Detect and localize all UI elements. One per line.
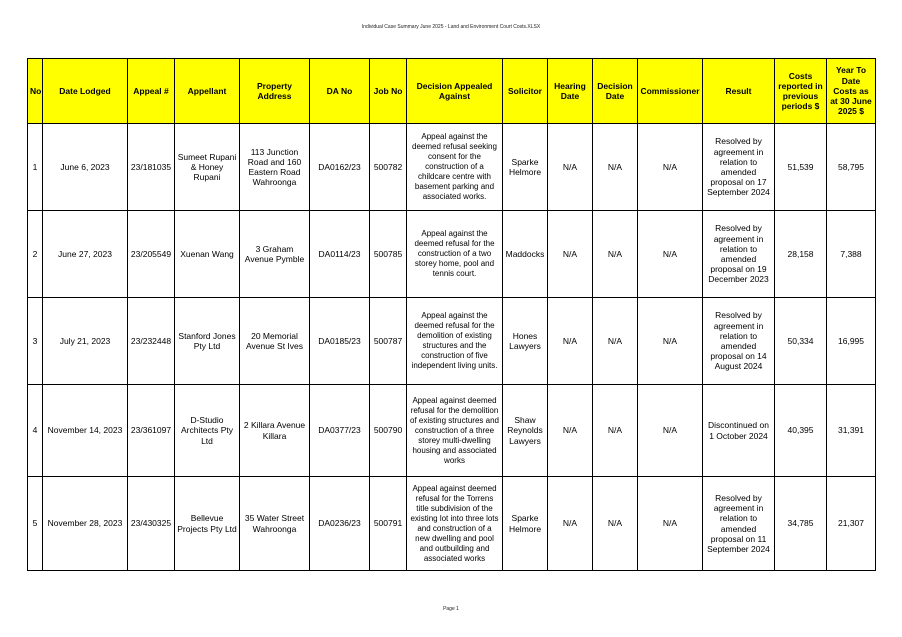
column-header: Decision Appealed Against (407, 59, 503, 124)
cell-costs-previous: 28,158 (775, 211, 827, 298)
cell-property-address: 2 Killara Avenue Killara (240, 385, 310, 477)
cell-result: Resolved by agreement in relation to amended proposal on 19 December 2023 (703, 211, 775, 298)
cell-appellant: Xuenan Wang (175, 211, 240, 298)
cell-decision-date: N/A (593, 385, 638, 477)
cell-ytd-costs: 21,307 (827, 477, 876, 571)
cell-hearing-date: N/A (548, 385, 593, 477)
cell-result: Resolved by agreement in relation to amended proposal on 14 August 2024 (703, 298, 775, 385)
cell-decision-appealed: Appeal against the deemed refusal seeking consent for the construction of a childcare centre with basement parking and associated works. (407, 124, 503, 211)
document-header: Individual Case Summary June 2025 - Land and Environment Court Costs.XLSX (361, 24, 541, 30)
cell-commissioner: N/A (638, 124, 703, 211)
cell-decision-appealed: Appeal against the deemed refusal for the demolition of existing structures and the construction of five independent living units. (407, 298, 503, 385)
cell-property-address: 3 Graham Avenue Pymble (240, 211, 310, 298)
cell-job-no: 500791 (370, 477, 407, 571)
cell-decision-date: N/A (593, 211, 638, 298)
cell-no: 1 (28, 124, 43, 211)
cell-appellant: Bellevue Projects Pty Ltd (175, 477, 240, 571)
cell-property-address: 35 Water Street Wahroonga (240, 477, 310, 571)
cell-job-no: 500790 (370, 385, 407, 477)
cell-hearing-date: N/A (548, 298, 593, 385)
table-row (28, 385, 876, 477)
cell-costs-previous: 40,395 (775, 385, 827, 477)
cell-solicitor: Shaw Reynolds Lawyers (503, 385, 548, 477)
column-header: DA No (310, 59, 370, 124)
cell-da-no: DA0114/23 (310, 211, 370, 298)
cell-no: 3 (28, 298, 43, 385)
case-summary-table (27, 58, 876, 571)
cell-da-no: DA0377/23 (310, 385, 370, 477)
cell-job-no: 500782 (370, 124, 407, 211)
cell-appeal-number: 23/430325 (128, 477, 175, 571)
cell-decision-appealed: Appeal against deemed refusal for the Torrens title subdivision of the existing lot into three lots and construction of a new dwelling and pool and outbuilding and associated works (407, 477, 503, 571)
column-header: Property Address (240, 59, 310, 124)
cell-ytd-costs: 31,391 (827, 385, 876, 477)
column-header: Hearing Date (548, 59, 593, 124)
cell-appeal-number: 23/361097 (128, 385, 175, 477)
cell-solicitor: Maddocks (503, 211, 548, 298)
table-row (28, 211, 876, 298)
column-header: Decision Date (593, 59, 638, 124)
cell-solicitor: Sparke Helmore (503, 477, 548, 571)
cell-da-no: DA0236/23 (310, 477, 370, 571)
column-header: Appeal # (128, 59, 175, 124)
cell-ytd-costs: 16,995 (827, 298, 876, 385)
cell-hearing-date: N/A (548, 124, 593, 211)
cell-no: 5 (28, 477, 43, 571)
cell-job-no: 500787 (370, 298, 407, 385)
cell-decision-date: N/A (593, 124, 638, 211)
column-header: Commissioner (638, 59, 703, 124)
cell-decision-date: N/A (593, 298, 638, 385)
cell-date-lodged: November 28, 2023 (43, 477, 128, 571)
cell-appeal-number: 23/232448 (128, 298, 175, 385)
table-header-row (28, 59, 876, 124)
cell-date-lodged: November 14, 2023 (43, 385, 128, 477)
column-header: No (28, 59, 43, 124)
column-header: Costs reported in previous periods $ (775, 59, 827, 124)
cell-costs-previous: 34,785 (775, 477, 827, 571)
cell-ytd-costs: 58,795 (827, 124, 876, 211)
cell-da-no: DA0185/23 (310, 298, 370, 385)
table-row (28, 477, 876, 571)
cell-decision-appealed: Appeal against the deemed refusal for the construction of a two storey home, pool and tennis court. (407, 211, 503, 298)
cell-commissioner: N/A (638, 385, 703, 477)
table-row (28, 124, 876, 211)
cell-decision-date: N/A (593, 477, 638, 571)
cell-job-no: 500785 (370, 211, 407, 298)
column-header: Date Lodged (43, 59, 128, 124)
cell-commissioner: N/A (638, 211, 703, 298)
cell-no: 4 (28, 385, 43, 477)
cell-no: 2 (28, 211, 43, 298)
column-header: Year To Date Costs as at 30 June 2025 $ (827, 59, 876, 124)
cell-date-lodged: June 6, 2023 (43, 124, 128, 211)
cell-date-lodged: June 27, 2023 (43, 211, 128, 298)
cell-appellant: Stanford Jones Pty Ltd (175, 298, 240, 385)
cell-solicitor: Sparke Helmore (503, 124, 548, 211)
column-header: Solicitor (503, 59, 548, 124)
cell-appellant: Sumeet Rupani & Honey Rupani (175, 124, 240, 211)
cell-result: Discontinued on 1 October 2024 (703, 385, 775, 477)
cell-property-address: 20 Memorial Avenue St Ives (240, 298, 310, 385)
cell-appeal-number: 23/205549 (128, 211, 175, 298)
cell-solicitor: Hones Lawyers (503, 298, 548, 385)
column-header: Appellant (175, 59, 240, 124)
cell-commissioner: N/A (638, 298, 703, 385)
cell-result: Resolved by agreement in relation to amended proposal on 11 September 2024 (703, 477, 775, 571)
cell-decision-appealed: Appeal against deemed refusal for the demolition of existing structures and construction of a three storey multi-dwelling housing and associated works (407, 385, 503, 477)
cell-da-no: DA0162/23 (310, 124, 370, 211)
page-number: Page 1 (443, 606, 459, 612)
column-header: Job No (370, 59, 407, 124)
cell-costs-previous: 50,334 (775, 298, 827, 385)
cell-hearing-date: N/A (548, 211, 593, 298)
cell-costs-previous: 51,539 (775, 124, 827, 211)
cell-appellant: D-Studio Architects Pty Ltd (175, 385, 240, 477)
cell-ytd-costs: 7,388 (827, 211, 876, 298)
cell-date-lodged: July 21, 2023 (43, 298, 128, 385)
cell-result: Resolved by agreement in relation to amended proposal on 17 September 2024 (703, 124, 775, 211)
table-row (28, 298, 876, 385)
cell-property-address: 113 Junction Road and 160 Eastern Road Wahroonga (240, 124, 310, 211)
cell-appeal-number: 23/181035 (128, 124, 175, 211)
cell-hearing-date: N/A (548, 477, 593, 571)
cell-commissioner: N/A (638, 477, 703, 571)
column-header: Result (703, 59, 775, 124)
